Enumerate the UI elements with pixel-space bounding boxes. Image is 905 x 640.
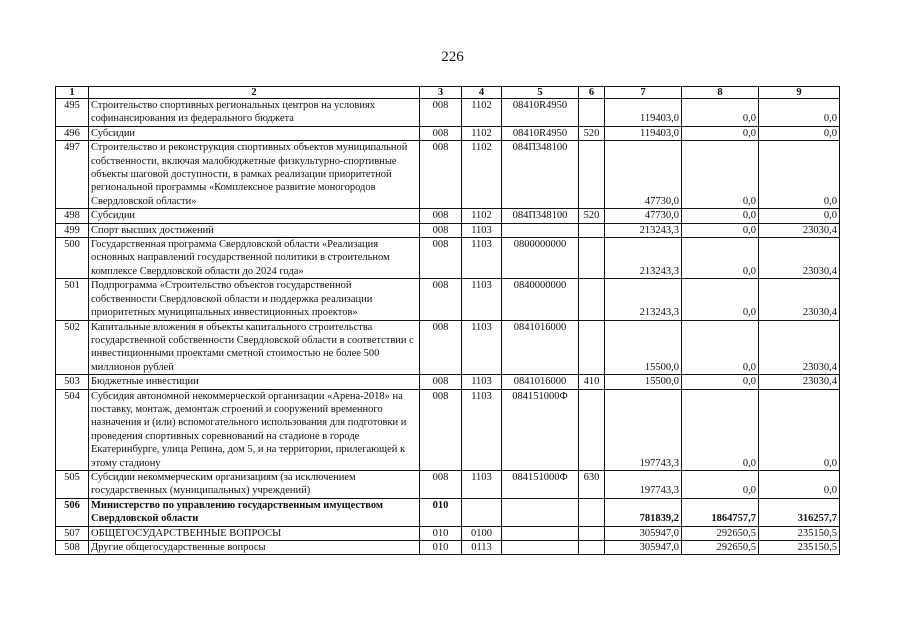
row-name: Строительство и реконструкция спортивных объектов муниципальной собственности, включая малобюджетные физкультурно-спортивные объекты шаговой доступности, в рамках реализации приоритетной региональной программы «Комплексное развитие моногородов Свердловской области» — [89, 141, 420, 209]
row-expense-type — [579, 238, 605, 279]
row-amount-col7: 305947,0 — [605, 541, 682, 555]
row-amount-col9: 23030,4 — [759, 279, 840, 320]
row-admin-code: 008 — [420, 279, 462, 320]
row-amount-col8: 292650,5 — [682, 526, 759, 540]
row-amount-col8: 0,0 — [682, 126, 759, 140]
row-number: 497 — [56, 141, 89, 209]
row-amount-col7: 197743,3 — [605, 470, 682, 498]
row-target-code: 08410R4950 — [502, 99, 579, 127]
row-section-code: 1103 — [462, 223, 502, 237]
row-expense-type — [579, 99, 605, 127]
row-target-code: 08410R4950 — [502, 126, 579, 140]
row-amount-col7: 119403,0 — [605, 99, 682, 127]
row-amount-col9: 23030,4 — [759, 375, 840, 389]
row-amount-col8: 1864757,7 — [682, 498, 759, 526]
row-name: Субсидии — [89, 209, 420, 223]
row-section-code: 1102 — [462, 209, 502, 223]
row-name: Спорт высших достижений — [89, 223, 420, 237]
row-admin-code: 010 — [420, 526, 462, 540]
row-amount-col7: 47730,0 — [605, 141, 682, 209]
row-expense-type: 520 — [579, 126, 605, 140]
row-target-code — [502, 541, 579, 555]
row-amount-col8: 0,0 — [682, 389, 759, 470]
row-amount-col9: 23030,4 — [759, 223, 840, 237]
row-amount-col7: 213243,3 — [605, 279, 682, 320]
table-row — [56, 470, 840, 498]
table-row — [56, 389, 840, 470]
row-section-code: 1102 — [462, 99, 502, 127]
row-number: 495 — [56, 99, 89, 127]
row-amount-col9: 0,0 — [759, 470, 840, 498]
row-amount-col9: 23030,4 — [759, 238, 840, 279]
row-target-code: 0841016000 — [502, 320, 579, 375]
table-row — [56, 141, 840, 209]
column-header: 1 — [56, 87, 89, 99]
row-amount-col7: 197743,3 — [605, 389, 682, 470]
row-number: 498 — [56, 209, 89, 223]
table-row — [56, 498, 840, 526]
row-section-code: 1103 — [462, 375, 502, 389]
row-section-code: 1103 — [462, 279, 502, 320]
row-expense-type: 520 — [579, 209, 605, 223]
row-number: 507 — [56, 526, 89, 540]
row-name: ОБЩЕГОСУДАРСТВЕННЫЕ ВОПРОСЫ — [89, 526, 420, 540]
row-amount-col8: 0,0 — [682, 209, 759, 223]
column-header: 5 — [502, 87, 579, 99]
row-amount-col9: 235150,5 — [759, 541, 840, 555]
table-row — [56, 209, 840, 223]
row-amount-col8: 0,0 — [682, 141, 759, 209]
row-expense-type — [579, 389, 605, 470]
row-target-code: 084151000Ф — [502, 470, 579, 498]
row-expense-type: 630 — [579, 470, 605, 498]
row-amount-col7: 213243,3 — [605, 238, 682, 279]
table-row — [56, 99, 840, 127]
row-expense-type — [579, 320, 605, 375]
row-admin-code: 008 — [420, 389, 462, 470]
row-admin-code: 008 — [420, 141, 462, 209]
row-amount-col7: 47730,0 — [605, 209, 682, 223]
row-section-code: 1103 — [462, 320, 502, 375]
table-row — [56, 541, 840, 555]
row-expense-type — [579, 526, 605, 540]
column-header: 2 — [89, 87, 420, 99]
table-row — [56, 375, 840, 389]
row-number: 500 — [56, 238, 89, 279]
row-admin-code: 008 — [420, 375, 462, 389]
row-expense-type — [579, 223, 605, 237]
row-name: Субсидии — [89, 126, 420, 140]
row-expense-type: 410 — [579, 375, 605, 389]
row-admin-code: 008 — [420, 223, 462, 237]
row-number: 504 — [56, 389, 89, 470]
row-target-code: 0841016000 — [502, 375, 579, 389]
row-target-code: 0800000000 — [502, 238, 579, 279]
row-admin-code: 010 — [420, 498, 462, 526]
row-amount-col7: 213243,3 — [605, 223, 682, 237]
row-name: Министерство по управлению государственным имуществом Свердловской области — [89, 498, 420, 526]
row-target-code: 084П348100 — [502, 141, 579, 209]
page-number: 226 — [441, 49, 464, 65]
row-amount-col7: 15500,0 — [605, 375, 682, 389]
row-expense-type — [579, 141, 605, 209]
row-section-code: 1103 — [462, 389, 502, 470]
row-amount-col8: 0,0 — [682, 279, 759, 320]
column-header: 3 — [420, 87, 462, 99]
row-amount-col9: 316257,7 — [759, 498, 840, 526]
row-target-code: 0840000000 — [502, 279, 579, 320]
table-row — [56, 279, 840, 320]
row-amount-col8: 0,0 — [682, 223, 759, 237]
row-amount-col8: 292650,5 — [682, 541, 759, 555]
column-header: 9 — [759, 87, 840, 99]
row-amount-col9: 235150,5 — [759, 526, 840, 540]
row-admin-code: 008 — [420, 209, 462, 223]
table-row — [56, 223, 840, 237]
row-number: 503 — [56, 375, 89, 389]
row-admin-code: 008 — [420, 99, 462, 127]
row-section-code: 0113 — [462, 541, 502, 555]
row-amount-col9: 0,0 — [759, 389, 840, 470]
row-expense-type — [579, 541, 605, 555]
row-amount-col9: 0,0 — [759, 99, 840, 127]
row-target-code: 084151000Ф — [502, 389, 579, 470]
row-admin-code: 008 — [420, 320, 462, 375]
row-number: 502 — [56, 320, 89, 375]
column-header: 4 — [462, 87, 502, 99]
row-admin-code: 010 — [420, 541, 462, 555]
row-amount-col8: 0,0 — [682, 99, 759, 127]
table-row — [56, 238, 840, 279]
row-target-code — [502, 498, 579, 526]
row-section-code: 1102 — [462, 141, 502, 209]
row-amount-col8: 0,0 — [682, 375, 759, 389]
row-number: 501 — [56, 279, 89, 320]
row-number: 499 — [56, 223, 89, 237]
row-section-code: 0100 — [462, 526, 502, 540]
row-name: Другие общегосударственные вопросы — [89, 541, 420, 555]
column-header: 7 — [605, 87, 682, 99]
table-body — [56, 99, 840, 555]
row-target-code — [502, 223, 579, 237]
row-name: Субсидия автономной некоммерческой организации «Арена-2018» на поставку, монтаж, демонтаж строений и сооружений временного назначения и (или) вспомогательного использования для подготовки и проведения спортивных соревнований на стадионе в городе Екатеринбурге, улица Репина, дом 5, и на территории, прилегающей к этому стадиону — [89, 389, 420, 470]
header-row — [56, 87, 840, 99]
row-amount-col9: 0,0 — [759, 209, 840, 223]
row-number: 505 — [56, 470, 89, 498]
table-row — [56, 526, 840, 540]
row-name: Строительство спортивных региональных центров на условиях софинансирования из федерального бюджета — [89, 99, 420, 127]
row-amount-col7: 119403,0 — [605, 126, 682, 140]
row-admin-code: 008 — [420, 238, 462, 279]
table-row — [56, 126, 840, 140]
budget-table — [55, 86, 840, 555]
row-section-code — [462, 498, 502, 526]
row-amount-col8: 0,0 — [682, 238, 759, 279]
row-expense-type — [579, 279, 605, 320]
row-number: 508 — [56, 541, 89, 555]
row-admin-code: 008 — [420, 470, 462, 498]
row-target-code: 084П348100 — [502, 209, 579, 223]
column-header: 8 — [682, 87, 759, 99]
row-section-code: 1102 — [462, 126, 502, 140]
row-admin-code: 008 — [420, 126, 462, 140]
row-number: 506 — [56, 498, 89, 526]
row-amount-col8: 0,0 — [682, 470, 759, 498]
row-section-code: 1103 — [462, 238, 502, 279]
table-row — [56, 320, 840, 375]
row-number: 496 — [56, 126, 89, 140]
row-expense-type — [579, 498, 605, 526]
row-section-code: 1103 — [462, 470, 502, 498]
row-name: Подпрограмма «Строительство объектов государственной собственности Свердловской области и поддержка реализации приоритетных муниципальных инвестиционных проектов» — [89, 279, 420, 320]
row-amount-col7: 15500,0 — [605, 320, 682, 375]
row-amount-col9: 23030,4 — [759, 320, 840, 375]
row-amount-col9: 0,0 — [759, 141, 840, 209]
row-amount-col8: 0,0 — [682, 320, 759, 375]
row-target-code — [502, 526, 579, 540]
row-amount-col7: 305947,0 — [605, 526, 682, 540]
row-amount-col9: 0,0 — [759, 126, 840, 140]
column-header: 6 — [579, 87, 605, 99]
row-name: Государственная программа Свердловской области «Реализация основных направлений государственной политики в строительном комплексе Свердловской области до 2024 года» — [89, 238, 420, 279]
row-name: Субсидии некоммерческим организациям (за исключением государственных (муниципальных) учреждений) — [89, 470, 420, 498]
row-amount-col7: 781839,2 — [605, 498, 682, 526]
row-name: Капитальные вложения в объекты капитального строительства государственной собственности Свердловской области в соответствии с инвестиционными проектами сметной стоимостью не более 500 миллионов рублей — [89, 320, 420, 375]
row-name: Бюджетные инвестиции — [89, 375, 420, 389]
